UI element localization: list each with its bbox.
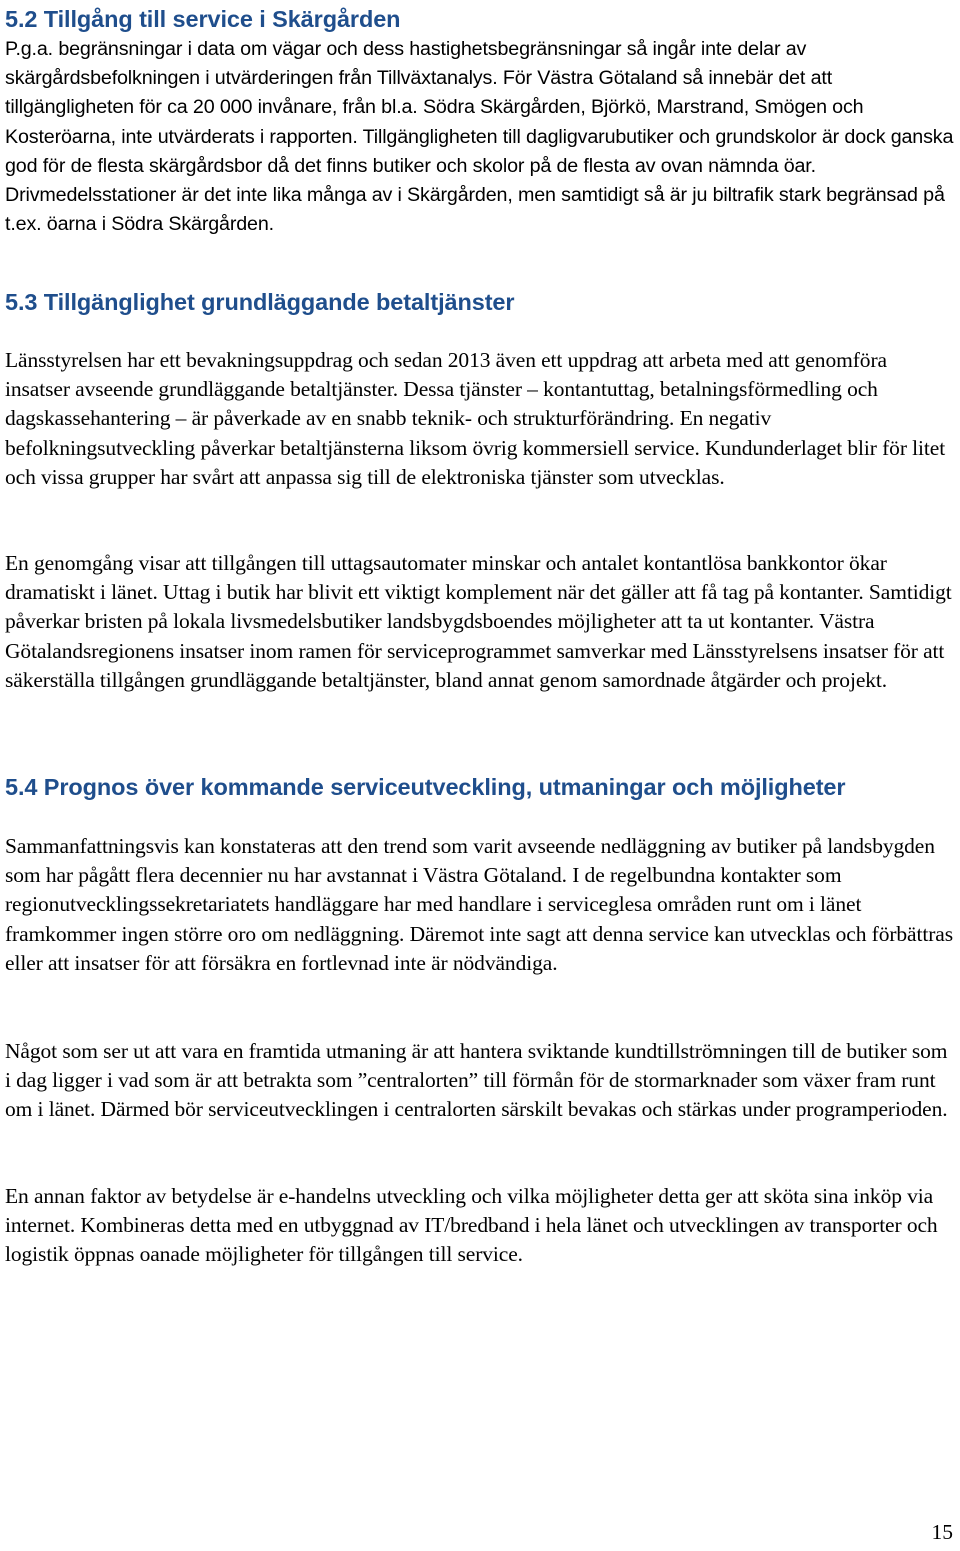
section-heading-5-4: 5.4 Prognos över kommande serviceutveckling, utmaningar och möjligheter	[5, 774, 846, 800]
section-5-3-paragraph-1: Länsstyrelsen har ett bevakningsuppdrag och sedan 2013 även ett uppdrag att arbeta med att genomföra insatser avseende grundläggande betaltjänster. Dessa tjänster – kontantuttag, betalningsförmedling och dagskassehantering – är påverkade av en snabb teknik- och strukturförändring. En negativ befolkningsutveckling påverkar betaltjänsterna liksom övrig kommersiell service. Kundunderlaget blir för litet och vissa grupper har svårt att anpassa sig till de elektroniska tjänster som utvecklas.	[5, 348, 946, 489]
section-heading-5-3: 5.3 Tillgänglighet grundläggande betaltjänster	[5, 289, 515, 315]
section-5-4-paragraph-1: Sammanfattningsvis kan konstateras att den trend som varit avseende nedläggning av butiker på landsbygden som har pågått flera decennier nu har avstannat i Västra Götaland. I de regelbundna kontakter som regionutvecklingssekretariatets handläggare har med handlare i serviceglesa områden runt om i länet framkommer ingen större oro om nedläggning. Däremot inte sagt att denna service kan utvecklas och förbättras eller att insatser för att försäkra en fortlevnad inte är nödvändiga.	[5, 834, 954, 975]
section-5-4-paragraph-3: En annan faktor av betydelse är e-handelns utveckling och vilka möjligheter detta ger att sköta sina inköp via internet. Kombineras detta med en utbyggnad av IT/bredband i hela länet och utvecklingen av transporter och logistik öppnas oanade möjligheter för tillgången till service.	[5, 1184, 938, 1267]
section-heading-5-2: 5.2 Tillgång till service i Skärgården	[5, 6, 401, 32]
section-5-3-paragraph-2: En genomgång visar att tillgången till uttagsautomater minskar och antalet kontantlösa bankkontor ökar dramatiskt i länet. Uttag i butik har blivit ett viktigt komplement när det gäller att få tag på kontanter. Samtidigt påverkar bristen på lokala livsmedelsbutiker landsbygdsboendes möjligheter att ta ut kontanter. Västra Götalandsregionens insatser inom ramen för serviceprogrammet samverkar med Länsstyrelsens insatser för att säkerställa tillgången grundläggande betaltjänster, bland annat genom samordnade åtgärder och projekt.	[5, 551, 952, 692]
section-5-2-paragraph: P.g.a. begränsningar i data om vägar och dess hastighetsbegränsningar så ingår inte delar av skärgårdsbefolkningen i utvärderingen från Tillväxtanalys. För Västra Götaland så innebär det att tillgängligheten för ca 20 000 invånare, från bl.a. Södra Skärgården, Björkö, Marstrand, Smögen och Kosteröarna, inte utvärderats i rapporten. Tillgängligheten till dagligvarubutiker och grundskolor är dock ganska god för de flesta skärgårdsbor då det finns butiker och skolor på de flesta av ovan nämnda öar. Drivmedelsstationer är det inte lika många av i Skärgården, men samtidigt så är ju biltrafik stark begränsad på t.ex. öarna i Södra Skärgården.	[5, 38, 954, 236]
page-number: 15	[931, 1520, 953, 1544]
section-5-4-paragraph-2: Något som ser ut att vara en framtida utmaning är att hantera sviktande kundtillströmningen till de butiker som i dag ligger i vad som är att betrakta som ”centralorten” till förmån för de stormarknader som växer fram runt om i länet. Därmed bör serviceutvecklingen i centralorten särskilt bevakas och stärkas under programperioden.	[5, 1039, 948, 1122]
